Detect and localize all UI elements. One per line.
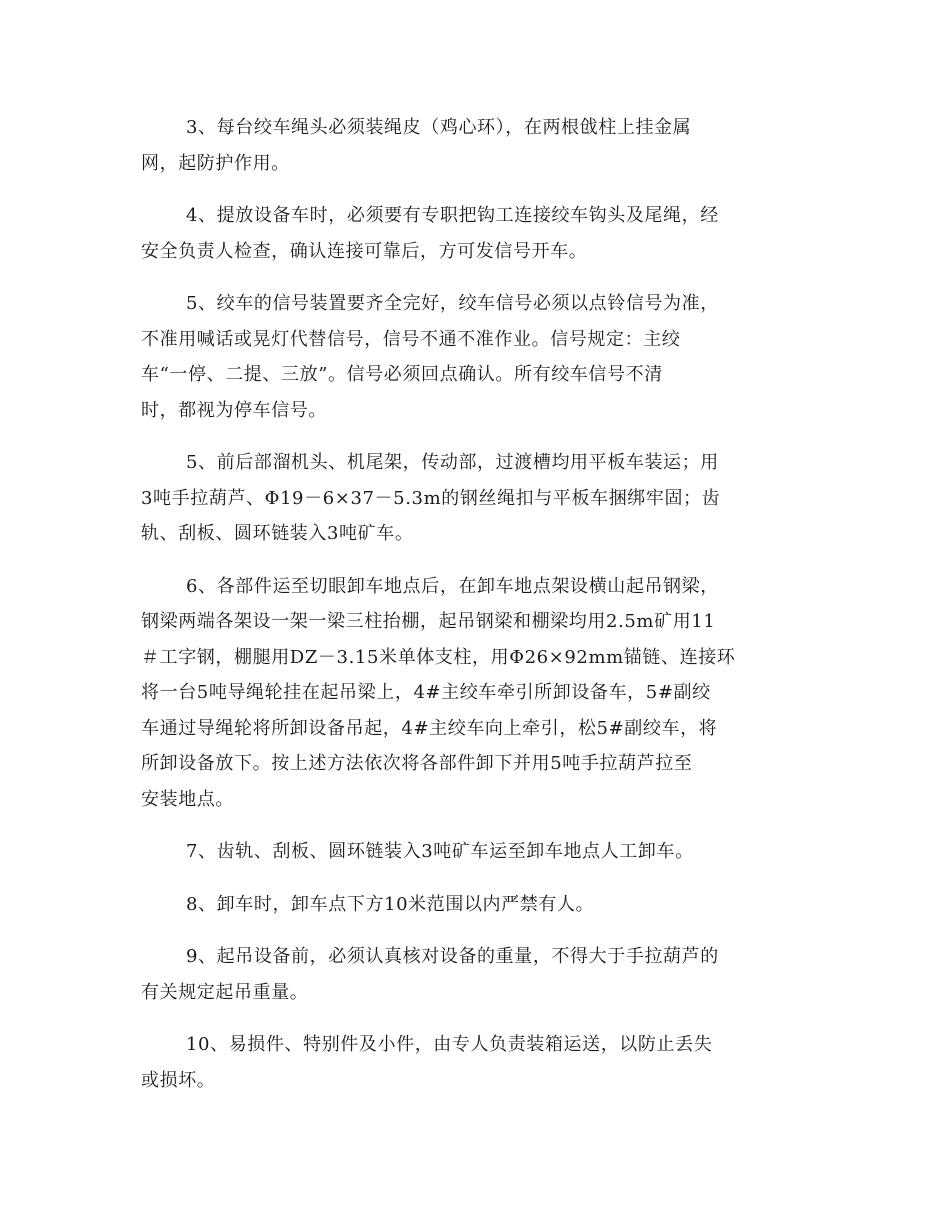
text-line: 或损坏。 bbox=[141, 1069, 216, 1091]
text-line: 8、卸车时，卸车点下方10米范围以内严禁有人。 bbox=[186, 893, 595, 915]
paragraph-7-manual-unload bbox=[141, 834, 813, 870]
text-line: 轨、刮板、圆环链装入3吨矿车。 bbox=[141, 523, 414, 544]
text-line: 9、起吊设备前，必须认真核对设备的重量，不得大于手拉葫芦的 bbox=[186, 946, 719, 967]
paragraph-9-weight-check bbox=[141, 939, 813, 1010]
text-line: 将一台5吨导绳轮挂在起吊梁上，4#主绞车牵引所卸设备车，5#副绞 bbox=[141, 682, 711, 703]
text-line: 钢梁两端各架设一架一梁三柱抬棚，起吊钢梁和棚梁均用2.5m矿用11 bbox=[141, 611, 716, 632]
paragraph-8-safety-zone bbox=[141, 887, 813, 923]
paragraph-10-small-parts bbox=[141, 1027, 813, 1098]
paragraph-5-flatcar-transport bbox=[141, 445, 813, 552]
document-body bbox=[141, 110, 813, 1115]
text-line: 3、每台绞车绳头必须装绳皮（鸡心环），在两根戗柱上挂金属 bbox=[186, 117, 692, 138]
text-line: 有关规定起吊重量。 bbox=[141, 981, 309, 1003]
paragraph-4-hook-connection bbox=[141, 198, 813, 269]
text-line: 网，起防护作用。 bbox=[141, 152, 290, 174]
text-line: 7、齿轨、刮板、圆环链装入3吨矿车运至卸车地点人工卸车。 bbox=[186, 841, 694, 862]
paragraph-5-signal-device bbox=[141, 286, 813, 428]
text-line: 10、易损件、特别件及小件，由专人负责装箱运送，以防止丢失 bbox=[186, 1034, 713, 1055]
text-line: 时，都视为停车信号。 bbox=[141, 399, 327, 421]
text-line: 5、前后部溜机头、机尾架，传动部，过渡槽均用平板车装运；用 bbox=[186, 452, 719, 473]
text-line: 车“一停、二提、三放”。信号必须回点确认。所有绞车信号不清 bbox=[141, 364, 663, 385]
text-line: ＃工字钢，棚腿用DZ－3.15米单体支柱，用Φ26×92mm锚链、连接环 bbox=[141, 646, 736, 668]
text-line: 不准用喊话或晃灯代替信号，信号不通不准作业。信号规定：主绞 bbox=[141, 328, 681, 350]
text-line: 所卸设备放下。按上述方法依次将各部件卸下并用5吨手拉葫芦拉至 bbox=[141, 753, 693, 774]
text-line: 安装地点。 bbox=[141, 788, 234, 810]
text-line: 4、提放设备车时，必须要有专职把钩工连接绞车钩头及尾绳，经 bbox=[186, 205, 719, 226]
paragraph-6-unloading-procedure bbox=[141, 569, 813, 818]
text-line: 车通过导绳轮将所卸设备吊起，4#主绞车向上牵引，松5#副绞车，将 bbox=[141, 717, 718, 739]
text-line: 3吨手拉葫芦、Φ19－6×37－5.3m的钢丝绳扣与平板车捆绑牢固；齿 bbox=[141, 487, 721, 509]
text-line: 安全负责人检查，确认连接可靠后，方可发信号开车。 bbox=[141, 240, 588, 262]
text-line: 5、绞车的信号装置要齐全完好，绞车信号必须以点铃信号为准， bbox=[186, 293, 719, 314]
text-line: 6、各部件运至切眼卸车地点后，在卸车地点架设横山起吊钢梁， bbox=[186, 575, 719, 597]
paragraph-3-winch-rope-sleeve bbox=[141, 110, 813, 181]
